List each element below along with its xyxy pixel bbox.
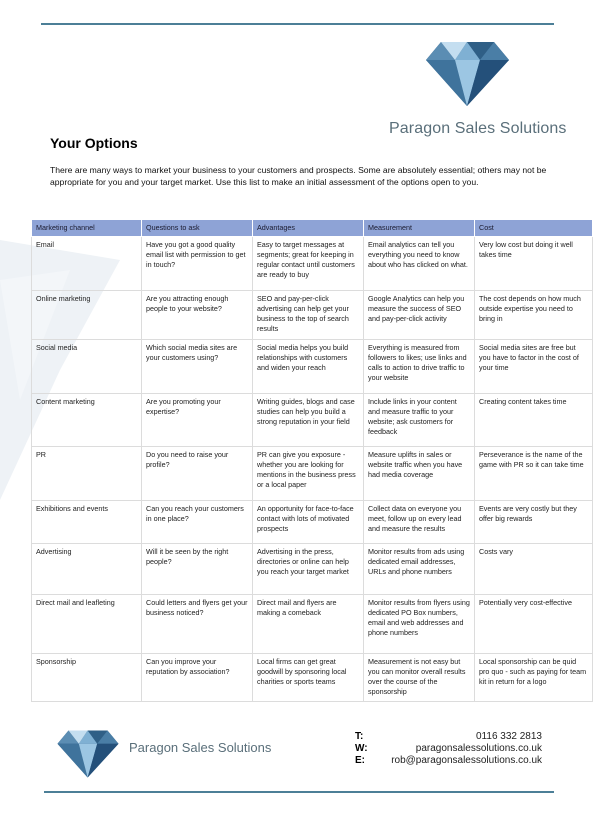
footer-diamond-logo-icon — [55, 729, 121, 779]
table-header-row — [32, 220, 593, 237]
cell-advantage: Advertising in the press, directories or online can help you reach your target market — [253, 544, 364, 595]
cell-advantage: Local firms can get great goodwill by sponsoring local charities or sports teams — [253, 654, 364, 702]
cell-measurement: Email analytics can tell you everything you need to know about who has clicked on what. — [364, 237, 475, 291]
cell-measurement: Google Analytics can help you measure the success of SEO and pay-per-click activity — [364, 291, 475, 340]
web-label: W: — [355, 743, 368, 754]
cell-channel: Advertising — [32, 544, 142, 595]
contact-block — [355, 731, 542, 767]
cell-channel: Social media — [32, 340, 142, 394]
cell-question: Are you attracting enough people to your website? — [142, 291, 253, 340]
cell-cost: Social media sites are free but you have to factor in the cost of your time — [475, 340, 593, 394]
phone-label: T: — [355, 731, 364, 742]
cell-question: Can you reach your customers in one place? — [142, 501, 253, 544]
table-row — [32, 654, 593, 702]
cell-measurement: Include links in your content and measure traffic to your website; ask customers for feedback — [364, 394, 475, 447]
cell-measurement: Monitor results from flyers using dedicated PO Box numbers, email and web addresses and phone numbers — [364, 595, 475, 654]
table-row — [32, 291, 593, 340]
cell-measurement: Collect data on everyone you meet, follow up on every lead and measure the results — [364, 501, 475, 544]
cell-channel: Sponsorship — [32, 654, 142, 702]
cell-channel: Email — [32, 237, 142, 291]
cell-advantage: Direct mail and flyers are making a comeback — [253, 595, 364, 654]
cell-advantage: Writing guides, blogs and case studies can help you build a strong reputation in your field — [253, 394, 364, 447]
cell-cost: Events are very costly but they offer big rewards — [475, 501, 593, 544]
page-title: Your Options — [50, 135, 138, 151]
cell-advantage: Easy to target messages at segments; great for keeping in regular contact until customers are ready to buy — [253, 237, 364, 291]
cell-question: Are you promoting your expertise? — [142, 394, 253, 447]
cell-cost: Perseverance is the name of the game with PR so it can take time — [475, 447, 593, 501]
cell-measurement: Measurement is not easy but you can monitor overall results over the course of the sponsorship — [364, 654, 475, 702]
header-questions: Questions to ask — [142, 220, 253, 237]
website-link[interactable]: paragonsalessolutions.co.uk — [415, 743, 542, 754]
table-row — [32, 544, 593, 595]
top-rule — [41, 23, 554, 25]
email-link[interactable]: rob@paragonsalessolutions.co.uk — [391, 755, 542, 766]
cell-question: Will it be seen by the right people? — [142, 544, 253, 595]
footer-brand-name: Paragon Sales Solutions — [129, 740, 272, 755]
brand-name: Paragon Sales Solutions — [389, 120, 567, 137]
table-row — [32, 340, 593, 394]
diamond-logo-icon — [425, 40, 510, 108]
cell-cost: Creating content takes time — [475, 394, 593, 447]
cell-channel: Online marketing — [32, 291, 142, 340]
contact-web-row — [355, 743, 542, 755]
phone-number: 0116 332 2813 — [476, 731, 542, 742]
cell-advantage: PR can give you exposure - whether you are looking for mentions in the business press or a local paper — [253, 447, 364, 501]
cell-channel: PR — [32, 447, 142, 501]
table-row — [32, 447, 593, 501]
header-advantages: Advantages — [253, 220, 364, 237]
cell-question: Have you got a good quality email list with permission to get in touch? — [142, 237, 253, 291]
cell-channel: Direct mail and leafleting — [32, 595, 142, 654]
cell-cost: Local sponsorship can be quid pro quo - such as paying for team kit in return for a logo — [475, 654, 593, 702]
cell-measurement: Measure uplifts in sales or website traffic when you have had media coverage — [364, 447, 475, 501]
marketing-options-table — [31, 219, 593, 702]
cell-channel: Exhibitions and events — [32, 501, 142, 544]
cell-measurement: Monitor results from ads using dedicated email addresses, URLs and phone numbers — [364, 544, 475, 595]
contact-email-row — [355, 755, 542, 767]
cell-cost: Costs vary — [475, 544, 593, 595]
intro-paragraph: There are many ways to market your business to your customers and prospects. Some are absolutely essential; others may not be appropriate for you and your target market. Use this list to make an initial assessment of the options open to you. — [50, 165, 547, 187]
cell-cost: The cost depends on how much outside expertise you need to bring in — [475, 291, 593, 340]
table-row — [32, 595, 593, 654]
cell-advantage: SEO and pay-per-click advertising can help get your business to the top of search results — [253, 291, 364, 340]
table-row — [32, 237, 593, 291]
header-cost: Cost — [475, 220, 593, 237]
cell-question: Can you improve your reputation by association? — [142, 654, 253, 702]
cell-advantage: An opportunity for face-to-face contact with lots of motivated prospects — [253, 501, 364, 544]
table-row — [32, 501, 593, 544]
cell-advantage: Social media helps you build relationships with customers and widen your reach — [253, 340, 364, 394]
cell-channel: Content marketing — [32, 394, 142, 447]
header-measurement: Measurement — [364, 220, 475, 237]
bottom-rule — [44, 791, 554, 793]
table-row — [32, 394, 593, 447]
cell-question: Do you need to raise your profile? — [142, 447, 253, 501]
cell-measurement: Everything is measured from followers to likes; use links and calls to action to drive traffic to your website — [364, 340, 475, 394]
cell-question: Could letters and flyers get your business noticed? — [142, 595, 253, 654]
cell-question: Which social media sites are your customers using? — [142, 340, 253, 394]
cell-cost: Potentially very cost-effective — [475, 595, 593, 654]
contact-phone-row — [355, 731, 542, 743]
cell-cost: Very low cost but doing it well takes time — [475, 237, 593, 291]
header-marketing-channel: Marketing channel — [32, 220, 142, 237]
email-label: E: — [355, 755, 365, 766]
